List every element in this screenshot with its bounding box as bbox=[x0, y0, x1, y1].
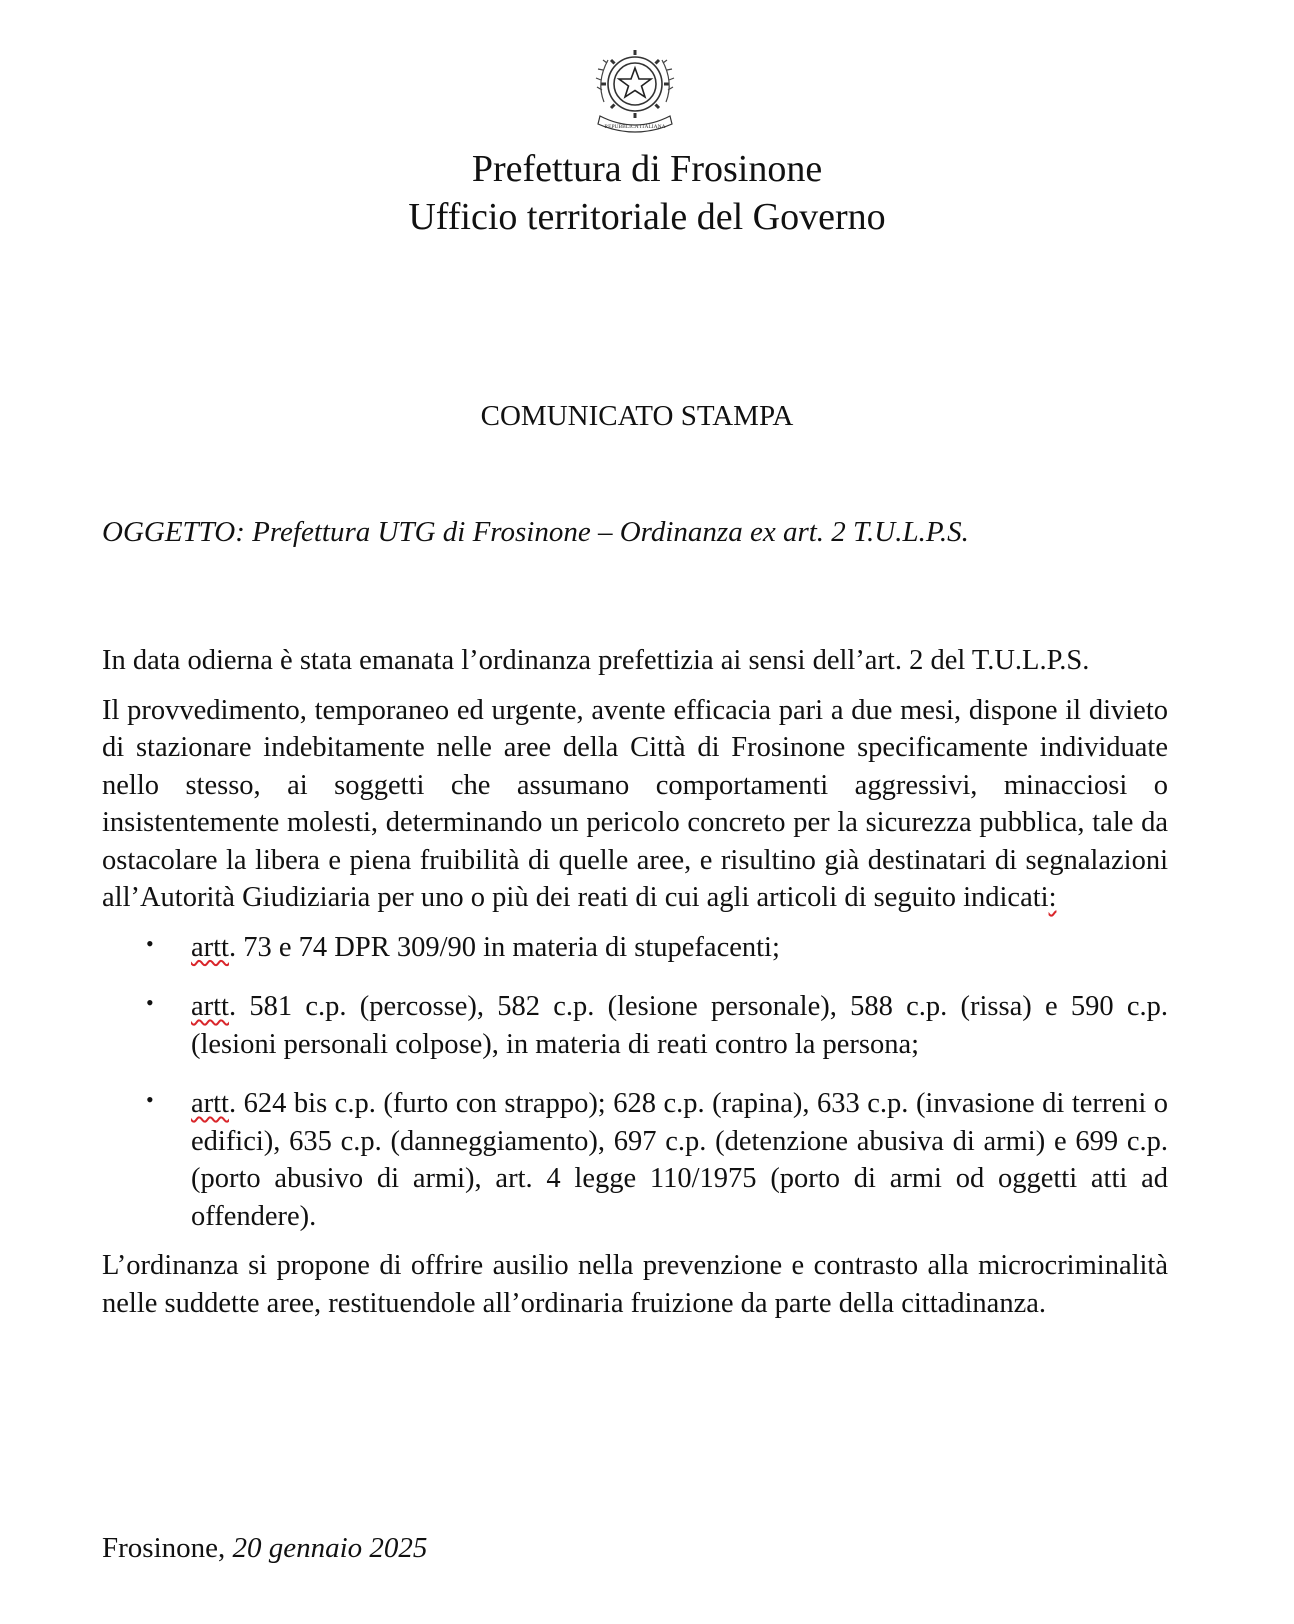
spellcheck-word: artt bbox=[191, 931, 229, 963]
intro-paragraph: In data odierna è stata emanata l’ordinanza prefettizia ai sensi dell’art. 2 del T.U.L.P.S. bbox=[102, 645, 1090, 676]
offense-list bbox=[102, 929, 1168, 1236]
bullet-icon: • bbox=[146, 990, 154, 1015]
spellcheck-word: artt bbox=[191, 1088, 229, 1119]
list-item-text: . 581 c.p. (percosse), 582 c.p. (lesione personale), 588 c.p. (rissa) e 590 c.p. (lesioni personali colpose), in materia di reati contro la persona; bbox=[191, 991, 1168, 1060]
place-and-date bbox=[102, 1530, 427, 1566]
subject-line: OGGETTO: Prefettura UTG di Frosinone – Ordinanza ex art. 2 T.U.L.P.S. bbox=[102, 516, 969, 548]
spellcheck-word: artt bbox=[191, 991, 229, 1022]
italian-republic-emblem-icon bbox=[590, 42, 680, 138]
closing-paragraph: L’ordinanza si propone di offrire ausilio nella prevenzione e contrasto alla microcriminalità nelle suddette aree, restituendole all’ordinaria fruizione da parte della cittadinanza. bbox=[102, 1250, 1168, 1319]
main-paragraph-text: Il provvedimento, temporaneo ed urgente, avente efficacia pari a due mesi, dispone il divieto di stazionare indebitamente nelle aree della Città di Frosinone specificamente individuate nello stesso, ai soggetti che assumano comportamenti aggressivi, minacciosi o insistentemente molesti, determinando un pericolo concreto per la sicurezza pubblica, tale da ostacolare la libera e piena fruibilità di quelle aree, e risultino già destinatari di segnalazioni all’Autorità Giudiziaria per uno o più dei reati di cui agli articoli di seguito indicati bbox=[102, 694, 1168, 913]
list-item bbox=[102, 1085, 1168, 1235]
institution-header bbox=[0, 145, 1294, 241]
list-item-text: . 73 e 74 DPR 309/90 in materia di stupefacenti; bbox=[228, 931, 780, 963]
institution-name: Prefettura di Frosinone bbox=[471, 148, 823, 190]
list-item bbox=[102, 988, 1168, 1063]
bullet-icon: • bbox=[146, 1087, 154, 1112]
bullet-icon: • bbox=[146, 930, 154, 956]
main-paragraph bbox=[102, 692, 1168, 917]
main-paragraph-colon: : bbox=[1048, 882, 1057, 913]
list-item bbox=[102, 929, 1168, 967]
place: Frosinone, bbox=[102, 1532, 226, 1564]
document-body bbox=[102, 642, 1168, 1334]
emblem-motto: REPUBBLICA ITALIANA bbox=[604, 124, 666, 130]
institution-subtitle: Ufficio territoriale del Governo bbox=[408, 196, 886, 238]
list-item-text: . 624 bis c.p. (furto con strappo); 628 c.p. (rapina), 633 c.p. (invasione di terreni o edifici), 635 c.p. (danneggiamento), 697 c.p. (detenzione abusiva di armi) e 699 c.p. (porto abusivo di armi), art. 4 legge 110/1975 (porto di armi od oggetti atti ad offendere). bbox=[191, 1088, 1168, 1232]
date: 20 gennaio 2025 bbox=[232, 1532, 428, 1564]
document-title: COMUNICATO STAMPA bbox=[480, 400, 794, 432]
